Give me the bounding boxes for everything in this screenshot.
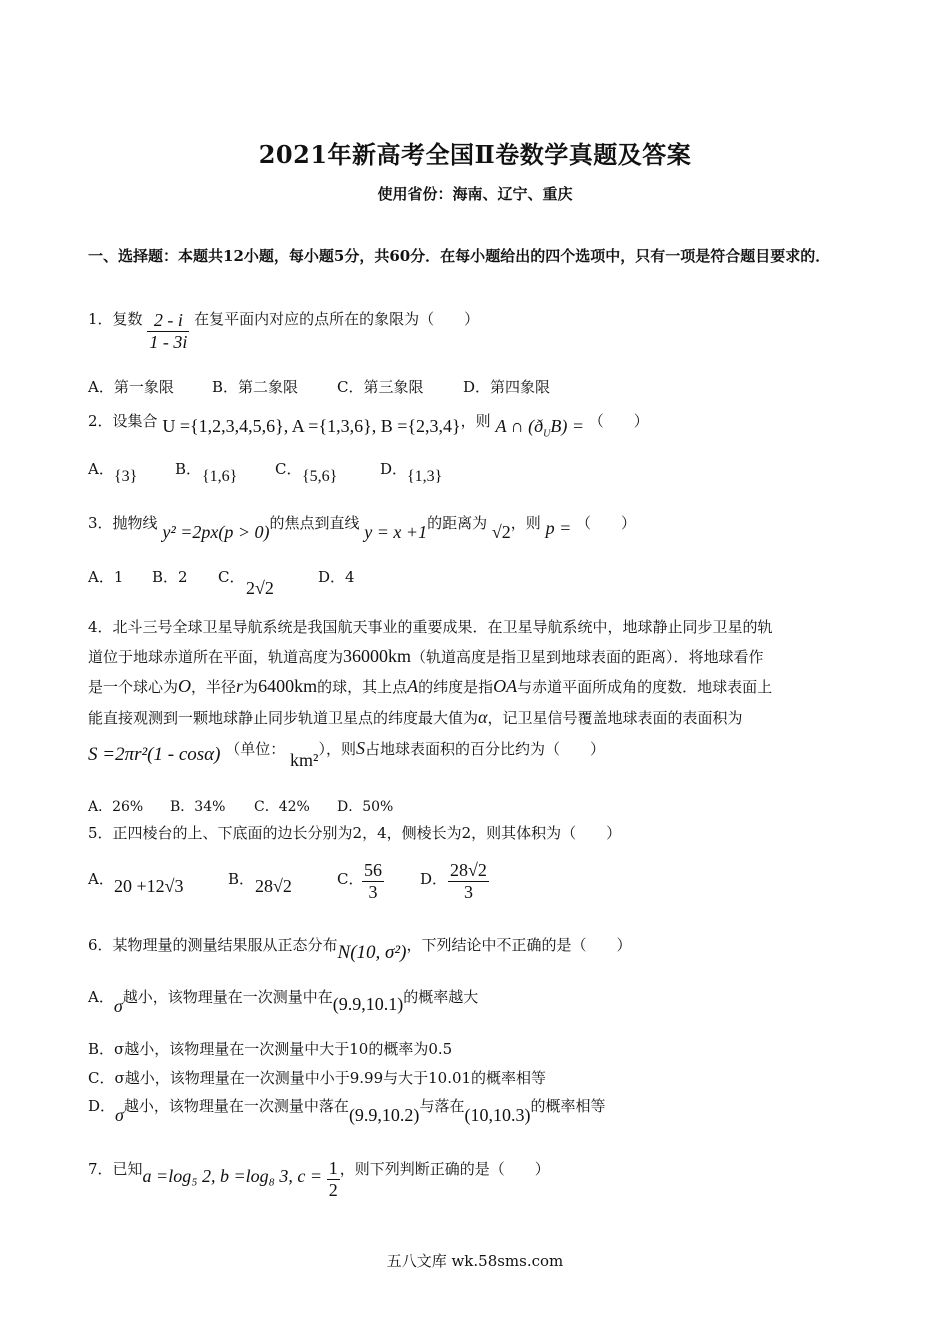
footer-watermark: 五八文库 wk.58sms.com (386, 1252, 564, 1270)
q3-mid3: ，则 (510, 514, 541, 532)
q6-pre: 6．某物理量的测量结果服从正态分布 (88, 936, 338, 954)
q4-option-a: A．26% (88, 799, 144, 815)
q6-a-sigma: σ (113, 996, 123, 1016)
q6-a-text1: 越小，该物理量在一次测量中在 (122, 988, 333, 1006)
q4-line3-d: 的球，其上点 (317, 678, 408, 696)
q6-option-b: B．σ越小，该物理量在一次测量中大于10的概率为0.5 (88, 1040, 453, 1058)
q4-line4-b: ，记卫星信号覆盖地球表面的表面积为 (487, 709, 743, 727)
question-7 (88, 1158, 550, 1201)
question-3 (88, 512, 637, 542)
q3-mid1: 的焦点到直线 (269, 514, 360, 532)
q4-option-d: D．50% (337, 799, 394, 815)
question-2 (88, 410, 649, 440)
q3-post: （ ） (576, 514, 637, 532)
question-6 (88, 934, 632, 963)
q6-a-interval: (9.9,10.1) (332, 994, 404, 1014)
q6-option-d (88, 1095, 606, 1125)
q6-d-interval1: (9.9,10.2) (348, 1105, 420, 1125)
q2-option-c-label: C． (275, 460, 302, 478)
q6-option-a (88, 986, 479, 1016)
q7-frac-den: 2 (328, 1180, 338, 1200)
q4-line4-a: 能直接观测到一颗地球静止同步轨道卫星点的纬度最大值为 (88, 709, 479, 727)
q2-math-expr-b: B) = (550, 416, 584, 436)
q3-math-p: p = (545, 518, 572, 538)
q4-line5-math-s: S (355, 738, 365, 758)
q6-d-text3: 的概率相等 (530, 1097, 606, 1115)
q4-line3-math-oa: OA (493, 676, 518, 696)
q2-math-sets: U ={1,2,3,4,5,6}, A ={1,3,6}, B ={2,3,4} (162, 416, 461, 436)
q6-d-text1: 越小，该物理量在一次测量中落在 (123, 1097, 349, 1115)
q3-number: 3． (88, 514, 113, 532)
q4-line3-math-a: A (407, 676, 419, 696)
q4-line2-a: 道位于地球赤道所在平面，轨道高度为 (88, 648, 344, 666)
page-title: 2021年新高考全国Ⅱ卷数学真题及答案 (258, 140, 692, 169)
q2-option-b-label: B． (175, 460, 202, 478)
q2-option-d-value: {1,3} (407, 468, 443, 485)
q7-post: ，则下列判断正确的是（ ） (339, 1160, 550, 1178)
q4-line5-b: ），则 (318, 740, 356, 758)
q5-option-b-label: B． (228, 870, 255, 888)
q7-fraction (327, 1158, 340, 1201)
q3-math-distance: √2 (491, 522, 511, 542)
q3-math-parabola: y² =2px(p > 0) (162, 522, 270, 542)
q1-fraction (147, 310, 189, 353)
q2-mid: ，则 (460, 412, 491, 430)
q4-option-b: B．34% (170, 799, 226, 815)
q1-option-b: B．第二象限 (212, 378, 299, 396)
q1-number: 1． (88, 310, 113, 328)
q3-mid2: 的距离为 (427, 514, 488, 532)
section-heading: 一、选择题：本题共12小题，每小题5分，共60分．在每小题给出的四个选项中，只有一项是符合题目要求的． (88, 247, 831, 265)
q2-math-expr-sub: U (543, 428, 551, 440)
q5-d-den: 3 (463, 882, 473, 902)
q2-number: 2． (88, 412, 113, 430)
question-1 (88, 308, 479, 353)
q6-d-text2: 与落在 (419, 1097, 465, 1115)
q5-option-d-label: D． (420, 870, 448, 888)
q2-post: （ ） (588, 412, 649, 430)
q4-line3-a: 是一个球心为 (88, 678, 179, 696)
q7-frac-num: 1 (328, 1158, 338, 1178)
q2-math-expr (495, 416, 584, 440)
q3-option-d: D．4 (318, 568, 355, 586)
q1-option-d: D．第四象限 (463, 378, 551, 396)
q5-c-den: 3 (368, 882, 378, 902)
q4-line4-math-alpha: α (478, 707, 488, 727)
q5-c-num: 56 (364, 860, 382, 880)
q7-pre: 7．已知 (88, 1160, 143, 1178)
q3-option-b: B．2 (152, 568, 188, 586)
q3-math-line: y = x +1 (364, 522, 428, 542)
q4-line3-f: 与赤道平面所成角的度数．地球表面上 (517, 678, 773, 696)
q4-line-3 (88, 676, 772, 697)
q7-math: a =log₅ 2, b =log₈ 3, c = (142, 1166, 322, 1186)
q5-option-c-label: C． (337, 870, 364, 888)
q6-a-label: A． (88, 988, 114, 1006)
page-subtitle: 使用省份：海南、辽宁、重庆 (377, 185, 573, 203)
q5-option-b-value: 28√2 (255, 876, 292, 896)
q5-option-c-fraction (362, 860, 384, 903)
q5-option-d-fraction (448, 860, 489, 903)
q4-line3-math-radius: 6400km (258, 676, 318, 696)
q5-option-a-label: A． (88, 870, 114, 888)
q3-option-c-label: C． (218, 568, 245, 586)
q3-option-c-value: 2√2 (246, 578, 274, 598)
q2-pre: 设集合 (112, 412, 158, 430)
q4-line3-b: ，半径 (191, 678, 237, 696)
q1-post: 在复平面内对应的点所在的象限为（ ） (194, 310, 480, 328)
q1-option-c: C．第三象限 (337, 378, 424, 396)
question-5: 5．正四棱台的上、下底面的边长分别为2，4，侧棱长为2，则其体积为（ ） (88, 824, 622, 842)
q3-pre: 抛物线 (112, 514, 158, 532)
q1-pre: 复数 (112, 310, 143, 328)
q2-option-c-value: {5,6} (302, 468, 338, 485)
q6-option-c: C．σ越小，该物理量在一次测量中小于9.99与大于10.01的概率相等 (88, 1069, 547, 1087)
q4-line3-math-o: O (178, 676, 192, 696)
q6-d-label: D． (88, 1097, 116, 1115)
q4-line5-a: （单位： (225, 740, 286, 758)
q1-frac-num: 2 - i (147, 310, 189, 332)
q4-line-1: 4．北斗三号全球卫星导航系统是我国航天事业的重要成果．在卫星导航系统中，地球静止同步卫星的轨 (88, 618, 773, 636)
q1-frac-den: 1 - 3i (149, 332, 188, 352)
q6-d-interval2: (10,10.3) (464, 1105, 531, 1125)
q4-line3-e: 的纬度是指 (418, 678, 494, 696)
q4-option-c: C．42% (254, 799, 310, 815)
q4-line-4 (88, 707, 742, 728)
q4-line5-math-unit: km² (290, 750, 319, 770)
q6-a-text2: 的概率越大 (403, 988, 479, 1006)
q3-option-a: A．1 (88, 568, 124, 586)
q2-option-b-value: {1,6} (202, 468, 238, 485)
q4-line5-math-formula: S =2πr²(1 - cosα) (88, 744, 221, 765)
q4-line2-b: （轨道高度是指卫星到地球表面的距离）．将地球看作 (411, 648, 764, 666)
q1-option-a: A．第一象限 (88, 378, 174, 396)
q5-option-a-value: 20 +12√3 (114, 876, 184, 896)
q5-d-num: 28√2 (450, 860, 487, 880)
q6-math-normal: N(10, σ²) (337, 942, 407, 963)
q4-line5-c: 占地球表面积的百分比约为（ ） (364, 740, 605, 758)
q4-line2-math: 36000km (343, 646, 412, 666)
q6-post: ，下列结论中不正确的是（ ） (406, 936, 632, 954)
q2-math-expr-a: A ∩ (ð (495, 416, 544, 436)
q2-option-a-value: {3} (114, 468, 138, 485)
q4-line-5 (88, 738, 605, 770)
q6-d-sigma: σ (115, 1105, 124, 1125)
q4-line3-math-r: r (236, 676, 244, 696)
q4-line-2 (88, 646, 764, 667)
q2-option-a-label: A． (88, 460, 114, 478)
q2-option-d-label: D． (380, 460, 408, 478)
q4-line3-c: 为 (243, 678, 259, 696)
